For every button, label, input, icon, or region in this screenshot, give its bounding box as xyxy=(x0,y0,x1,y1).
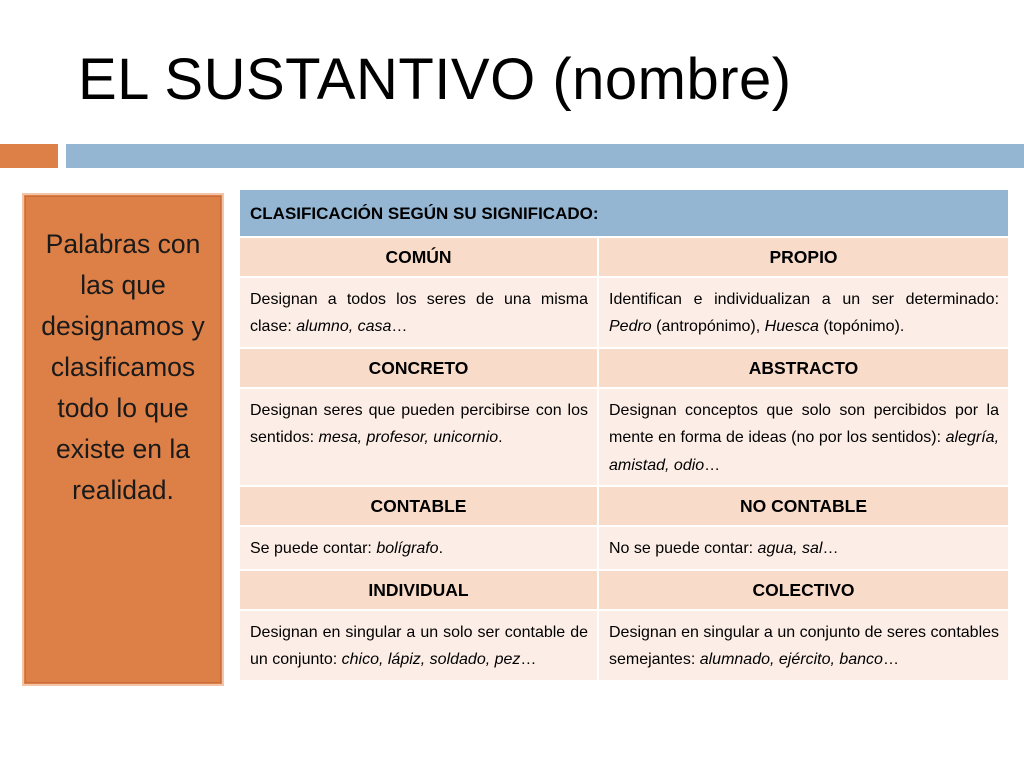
category-description-left xyxy=(239,526,598,570)
description-text: Designan en singular a un solo ser contable de un conjunto: xyxy=(250,623,588,668)
description-text: . xyxy=(498,429,503,446)
category-title-left: CONCRETO xyxy=(239,348,598,388)
description-text: … xyxy=(882,651,899,668)
description-text: Designan en singular a un conjunto de seres contables semejantes: xyxy=(609,623,1000,668)
title-accent-bar-orange xyxy=(0,144,58,168)
category-description-right xyxy=(598,388,1009,487)
table-header-row xyxy=(239,189,1009,237)
category-title-left: CONTABLE xyxy=(239,486,598,526)
classification-table xyxy=(238,188,1010,682)
category-title-right: PROPIO xyxy=(598,237,1009,277)
example-text: Pedro xyxy=(609,318,652,335)
category-title-right: ABSTRACTO xyxy=(598,348,1009,388)
description-text: … xyxy=(822,540,839,557)
description-row xyxy=(239,388,1009,487)
example-text: alegría, amistad, odio xyxy=(609,429,1000,474)
example-text: alumno, casa xyxy=(296,318,392,335)
category-description-right xyxy=(598,526,1009,570)
category-row xyxy=(239,237,1009,277)
example-text: chico, lápiz, soldado, pez xyxy=(341,651,521,668)
example-text: mesa, profesor, unicornio xyxy=(318,429,499,446)
category-description-right xyxy=(598,277,1009,348)
category-description-left xyxy=(239,277,598,348)
example-text: agua, sal xyxy=(757,540,823,557)
category-description-left xyxy=(239,610,598,681)
category-row xyxy=(239,570,1009,610)
table-header: CLASIFICACIÓN SEGÚN SU SIGNIFICADO: xyxy=(239,189,1009,237)
description-text: Designan a todos los seres de una misma clase: xyxy=(250,290,588,335)
category-title-left: INDIVIDUAL xyxy=(239,570,598,610)
description-text: . xyxy=(438,540,444,557)
description-text: … xyxy=(704,456,721,474)
definition-text: Palabras con las que designamos y clasificamos todo lo que existe en la realidad. xyxy=(41,229,205,505)
category-description-left xyxy=(239,388,598,487)
description-text: Designan seres que pueden percibirse con los sentidos: xyxy=(250,401,588,446)
category-title-right: COLECTIVO xyxy=(598,570,1009,610)
description-text: (antropónimo), xyxy=(651,318,765,335)
category-title-right: NO CONTABLE xyxy=(598,486,1009,526)
category-row xyxy=(239,348,1009,388)
description-row xyxy=(239,610,1009,681)
description-text: No se puede contar: xyxy=(609,540,758,557)
category-description-right xyxy=(598,610,1009,681)
description-text: Se puede contar: xyxy=(250,540,377,557)
title-accent-bar-blue xyxy=(66,144,1024,168)
category-title-left: COMÚN xyxy=(239,237,598,277)
slide-title: EL SUSTANTIVO (nombre) xyxy=(78,47,792,112)
category-row xyxy=(239,486,1009,526)
description-text: Designan conceptos que solo son percibidos por la mente en forma de ideas (no por los sentidos): xyxy=(609,401,1000,446)
description-row xyxy=(239,277,1009,348)
example-text: alumnado, ejército, banco xyxy=(699,651,883,668)
description-text: (topónimo). xyxy=(818,318,905,335)
example-text: bolígrafo xyxy=(376,540,439,557)
example-text: Huesca xyxy=(764,318,819,335)
description-text: … xyxy=(391,318,408,335)
description-text: Identifican e individualizan a un ser determinado: xyxy=(609,290,1000,308)
description-row xyxy=(239,526,1009,570)
description-text: … xyxy=(520,651,537,668)
